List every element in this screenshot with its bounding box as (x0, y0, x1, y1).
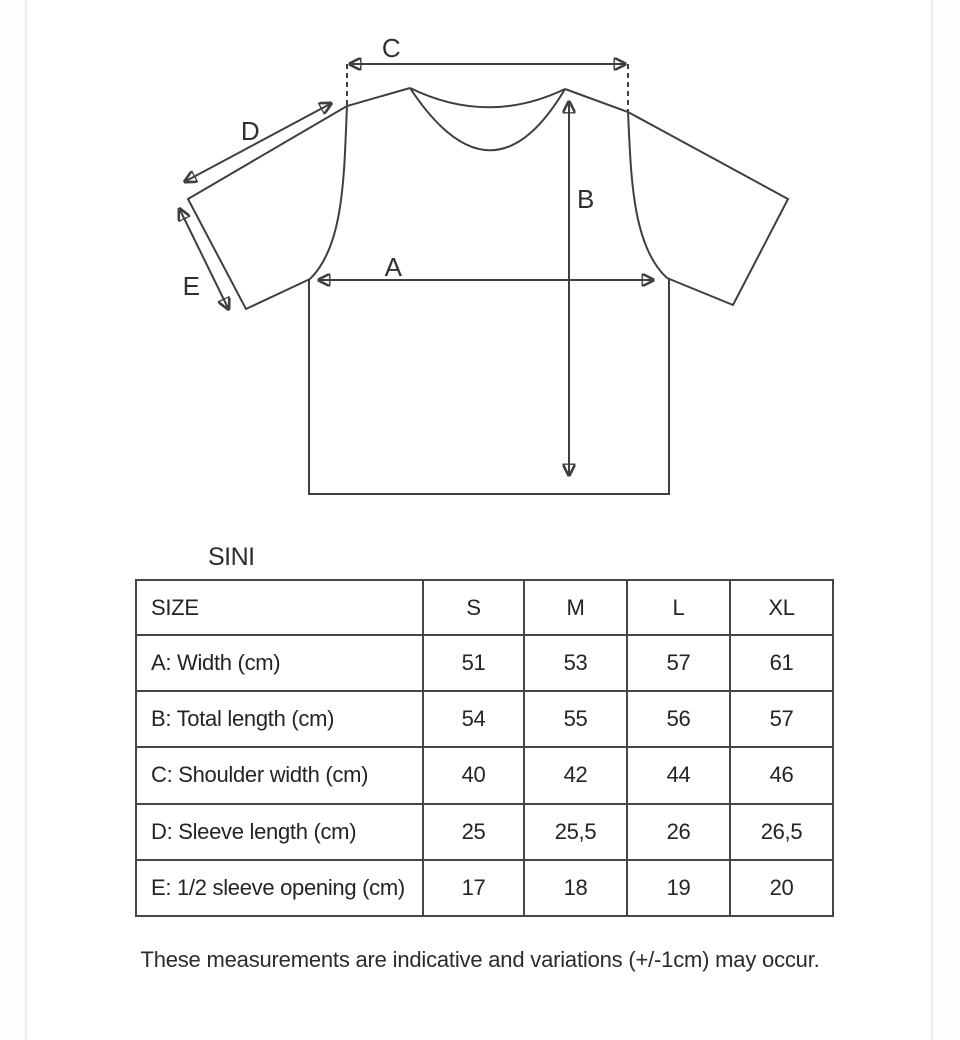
measurement-value: 56 (627, 691, 730, 747)
table-title: SINI (208, 543, 255, 571)
size-header-m: M (524, 580, 627, 635)
measurement-value: 46 (730, 747, 833, 803)
measurement-value: 44 (627, 747, 730, 803)
size-header-l: L (627, 580, 730, 635)
dim-label-b: B (577, 184, 594, 214)
measurement-note: These measurements are indicative and variations (+/-1cm) may occur. (140, 947, 820, 972)
right-shoulder-and-sleeve (565, 89, 788, 305)
dim-label-a: A (384, 252, 402, 282)
measurement-value: 61 (730, 635, 833, 691)
measurement-value: 57 (627, 635, 730, 691)
size-table-corner-header: SIZE (136, 580, 423, 635)
table-row (136, 804, 833, 860)
size-header-s: S (423, 580, 524, 635)
size-table-body (136, 635, 833, 916)
measurement-value: 20 (730, 860, 833, 916)
dim-label-e: E (182, 271, 200, 301)
size-header-xl: XL (730, 580, 833, 635)
neckline-outer-curve (410, 88, 565, 107)
measurement-label: D: Sleeve length (cm) (136, 804, 423, 860)
measurement-value: 42 (524, 747, 627, 803)
measurement-value: 26 (627, 804, 730, 860)
size-table-header-row (136, 580, 833, 635)
measurement-value: 57 (730, 691, 833, 747)
measurement-value: 26,5 (730, 804, 833, 860)
dim-label-c: C (381, 33, 401, 63)
measurement-value: 54 (423, 691, 524, 747)
measurement-label: A: Width (cm) (136, 635, 423, 691)
left-armhole-curve (310, 106, 347, 279)
measurement-label: B: Total length (cm) (136, 691, 423, 747)
table-row (136, 691, 833, 747)
measurement-value: 17 (423, 860, 524, 916)
measurement-value: 55 (524, 691, 627, 747)
measurement-label: E: 1/2 sleeve opening (cm) (136, 860, 423, 916)
table-row (136, 860, 833, 916)
table-row (136, 747, 833, 803)
tshirt-outline (188, 88, 788, 494)
body-rectangle (309, 278, 669, 494)
table-row (136, 635, 833, 691)
measurement-value: 40 (423, 747, 524, 803)
measurement-value: 51 (423, 635, 524, 691)
measurement-label: C: Shoulder width (cm) (136, 747, 423, 803)
size-table (135, 579, 834, 917)
measurement-value: 18 (524, 860, 627, 916)
measurement-value: 19 (627, 860, 730, 916)
dim-label-d: D (240, 116, 260, 146)
measurement-value: 53 (524, 635, 627, 691)
measurement-value: 25 (423, 804, 524, 860)
right-armhole-curve (628, 112, 667, 278)
measurement-value: 25,5 (524, 804, 627, 860)
